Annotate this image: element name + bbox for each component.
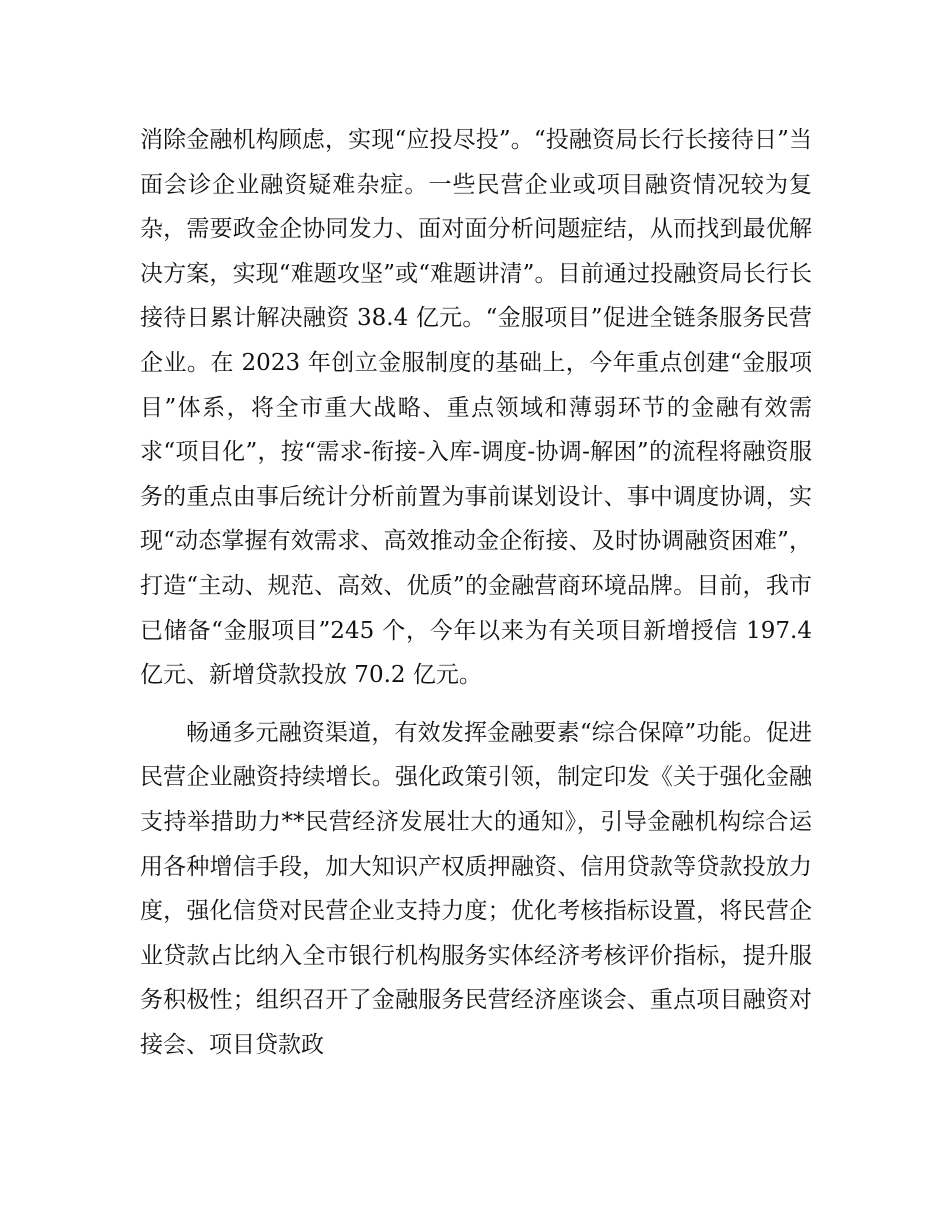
document-body: [140, 118, 812, 1067]
paragraph-2: 畅通多元融资渠道，有效发挥金融要素“综合保障”功能。促进民营企业融资持续增长。强化政策引领，制定印发《关于强化金融支持举措助力**民营经济发展壮大的通知》，引导金融机构综合运用各种增信手段，加大知识产权质押融资、信用贷款等贷款投放力度，强化信贷对民营企业支持力度；优化考核指标设置，将民营企业贷款占比纳入全市银行机构服务实体经济考核评价指标，提升服务积极性；组织召开了金融服务民营经济座谈会、重点项目融资对接会、项目贷款政: [140, 719, 812, 1058]
paragraph-1: 消除金融机构顾虑，实现“应投尽投”。“投融资局长行长接待日”当面会诊企业融资疑难杂症。一些民营企业或项目融资情况较为复杂，需要政金企协同发力、面对面分析问题症结，从而找到最优解决方案，实现“难题攻坚”或“难题讲清”。目前通过投融资局长行长接待日累计解决融资 38.4 亿元。“金服项目”促进全链条服务民营企业。在 2023 年创立金服制度的基础上，今年重点创建“金服项目”体系，将全市重大战略、重点领域和薄弱环节的金融有效需求“项目化”，按“需求-衔接-入库-调度-协调-解困”的流程将融资服务的重点由事后统计分析前置为事前谋划设计、事中调度协调，实现“动态掌握有效需求、高效推动金企衔接、及时协调融资困难”，打造“主动、规范、高效、优质”的金融营商环境品牌。目前，我市已储备“金服项目”245 个，今年以来为有关项目新增授信 197.4 亿元、新增贷款投放 70.2 亿元。: [140, 127, 812, 689]
